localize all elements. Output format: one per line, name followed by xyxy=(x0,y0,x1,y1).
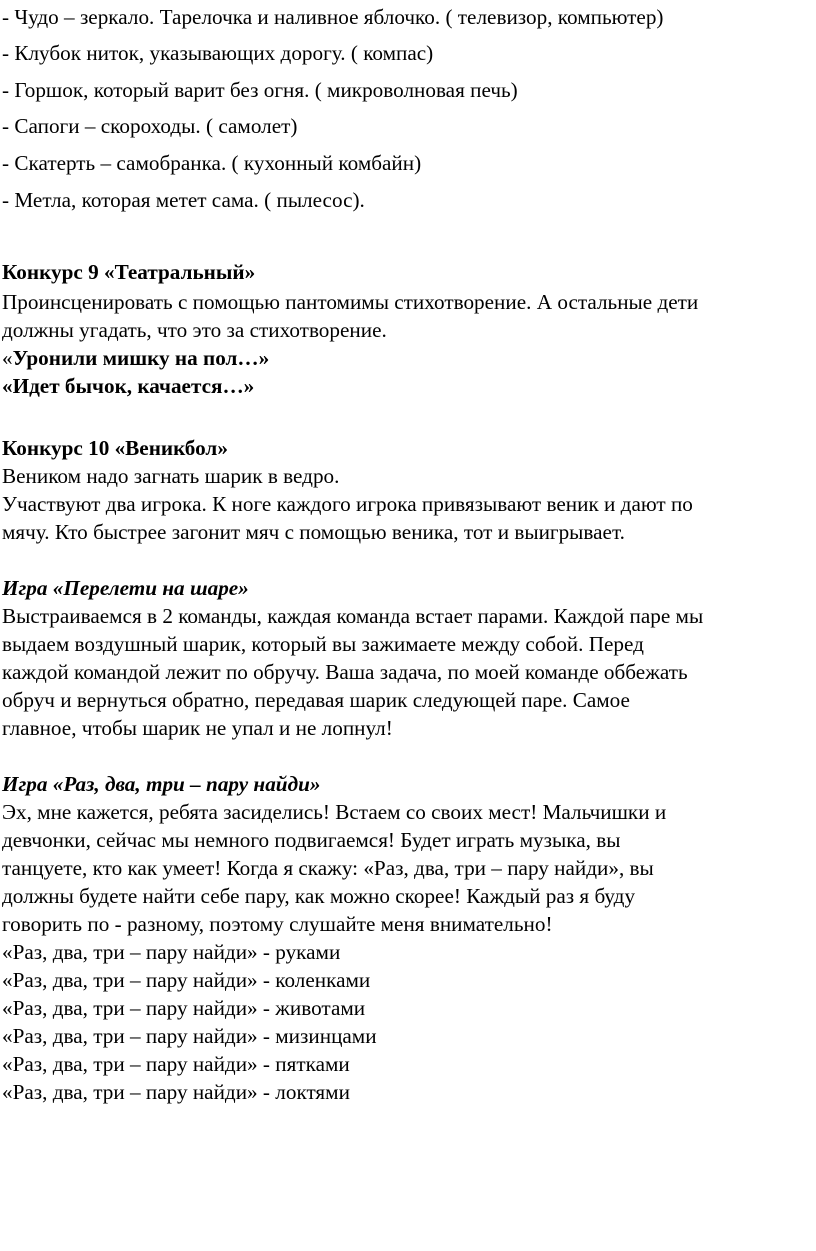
game-1-heading: Игра «Перелети на шаре» xyxy=(2,576,249,600)
game-1-text: выдаем воздушный шарик, который вы зажимаете между собой. Перед xyxy=(2,632,644,656)
game-2-text: говорить по - разному, поэтому слушайте меня внимательно! xyxy=(2,912,553,936)
game-1-text: каждой командой лежит по обручу. Ваша задача, по моей команде оббежать xyxy=(2,660,688,684)
contest-9-heading: Конкурс 9 «Театральный» xyxy=(2,260,256,284)
game-2-command: «Раз, два, три – пару найди» - руками xyxy=(2,940,341,964)
game-2-command: «Раз, два, три – пару найди» - коленками xyxy=(2,968,371,992)
poem-title-2: «Идет бычок, качается…» xyxy=(2,374,255,398)
contest-10-heading: Конкурс 10 «Веникбол» xyxy=(2,436,228,460)
game-1-text: обруч и вернуться обратно, передавая шарик следующей паре. Самое xyxy=(2,688,630,712)
contest-10-text: Веником надо загнать шарик в ведро. xyxy=(2,464,340,488)
contest-9-text: Проинсценировать с помощью пантомимы стихотворение. А остальные дети xyxy=(2,290,699,314)
game-2-text: Эх, мне кажется, ребята засиделись! Встаем со своих мест! Мальчишки и xyxy=(2,800,667,824)
list-item: - Чудо – зеркало. Тарелочка и наливное яблочко. ( телевизор, компьютер) xyxy=(2,5,664,29)
list-item: - Скатерть – самобранка. ( кухонный комбайн) xyxy=(2,151,422,175)
poem-title-1-quote: « xyxy=(2,346,13,370)
contest-10-text: Участвуют два игрока. К ноге каждого игрока привязывают веник и дают по xyxy=(2,492,693,516)
contest-9-text: должны угадать, что это за стихотворение. xyxy=(2,318,387,342)
list-item: - Горшок, который варит без огня. ( микроволновая печь) xyxy=(2,78,518,102)
list-item: - Клубок ниток, указывающих дорогу. ( компас) xyxy=(2,41,434,65)
contest-10-text: мячу. Кто быстрее загонит мяч с помощью веника, тот и выигрывает. xyxy=(2,520,625,544)
game-2-command: «Раз, два, три – пару найди» - мизинцами xyxy=(2,1024,377,1048)
game-1-text: главное, чтобы шарик не упал и не лопнул! xyxy=(2,716,393,740)
game-2-text: должны будете найти себе пару, как можно скорее! Каждый раз я буду xyxy=(2,884,636,908)
game-2-command: «Раз, два, три – пару найди» - локтями xyxy=(2,1080,350,1104)
game-2-text: танцуете, кто как умеет! Когда я скажу: «Раз, два, три – пару найди», вы xyxy=(2,856,654,880)
game-1-text: Выстраиваемся в 2 команды, каждая команда встает парами. Каждой паре мы xyxy=(2,604,704,628)
list-item: - Сапоги – скороходы. ( самолет) xyxy=(2,114,298,138)
game-2-command: «Раз, два, три – пару найди» - животами xyxy=(2,996,366,1020)
game-2-text: девчонки, сейчас мы немного подвигаемся! Будет играть музыка, вы xyxy=(2,828,621,852)
game-2-heading: Игра «Раз, два, три – пару найди» xyxy=(2,772,321,796)
poem-title-1-text: Уронили мишку на пол…» xyxy=(12,346,270,370)
game-2-command: «Раз, два, три – пару найди» - пятками xyxy=(2,1052,350,1076)
poem-title-1 xyxy=(2,346,269,370)
list-item: - Метла, которая метет сама. ( пылесос). xyxy=(2,188,365,212)
